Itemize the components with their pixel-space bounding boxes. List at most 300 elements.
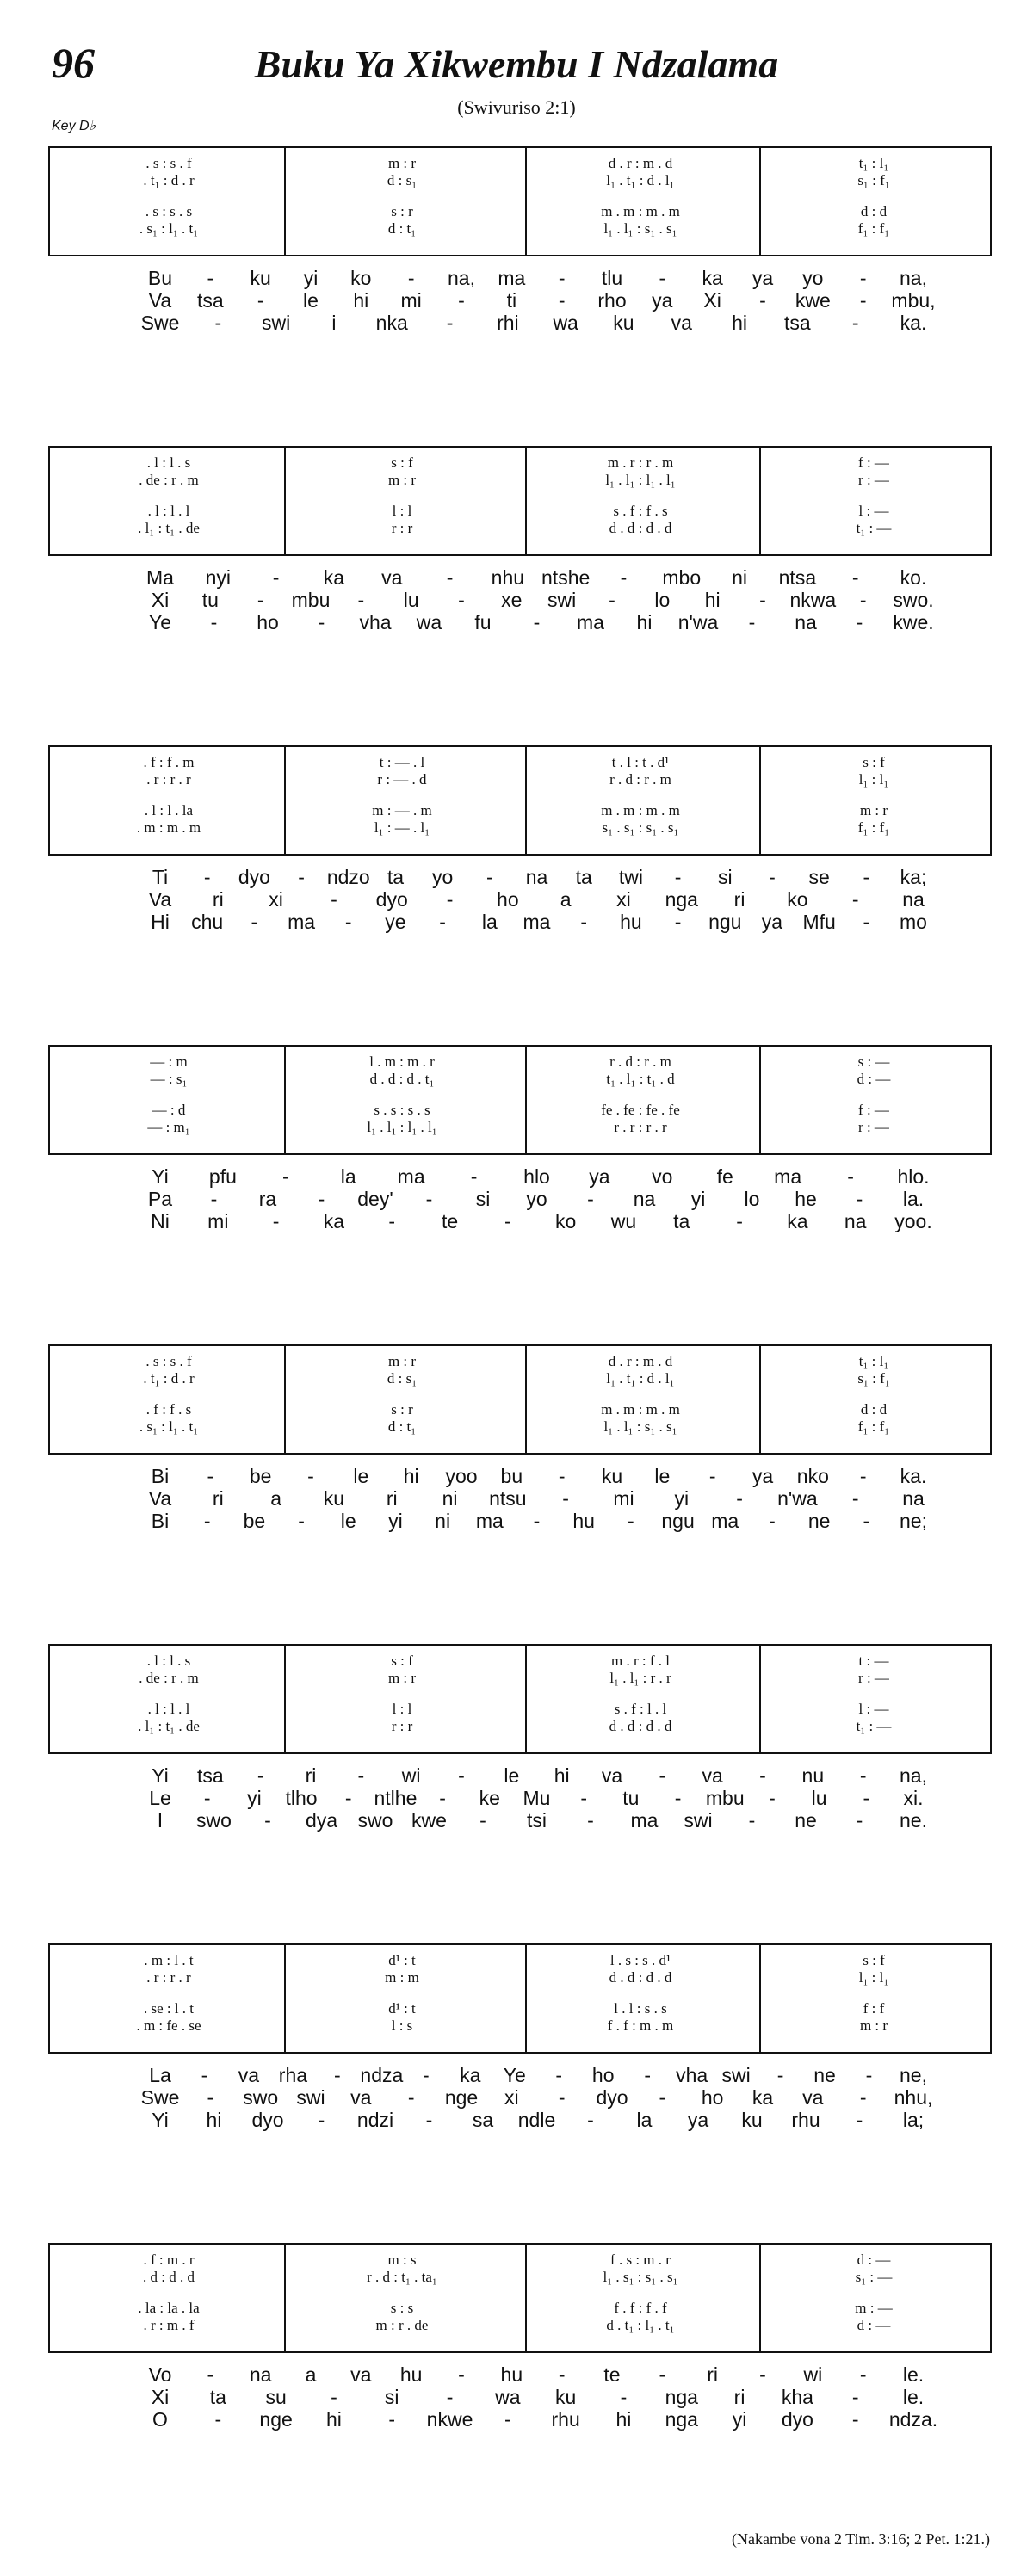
measure-notes: f . f : m . m (607, 2017, 674, 2034)
syllable-hyphen: - (674, 911, 682, 933)
syllable-hyphen: - (331, 2386, 337, 2408)
voice-part-row (50, 1053, 990, 1071)
lyric-syllable: tsi (527, 1809, 547, 1832)
lyric-syllable: hlo (523, 1165, 550, 1188)
lyric-syllable: dyo (596, 2086, 628, 2109)
measure-notes: d¹ : t (388, 1952, 416, 1968)
syllable-hyphen: - (407, 2086, 415, 2109)
syllable-hyphen: - (865, 2064, 873, 2086)
measure-notes: r : — (858, 1119, 889, 1135)
measure-notes: t . l : t . d¹ (611, 754, 670, 770)
lyric-syllable: ma (498, 267, 526, 289)
measure-notes: t₁ . l₁ : t₁ . d (606, 1071, 675, 1087)
syllable-hyphen: - (257, 589, 264, 611)
lyric-syllable: ye (385, 911, 406, 933)
lyric-syllable: nhu, (894, 2086, 933, 2109)
measure-notes: . l₁ : t₁ . de (138, 520, 200, 536)
lyric-syllable: dyo (238, 866, 270, 888)
lyric-syllable: ma (475, 1510, 504, 1532)
measure-notes: . l : l . l (147, 1701, 190, 1717)
voice-part-row (50, 2317, 990, 2334)
lyric-syllable: xi (616, 888, 631, 911)
lyric-syllable: rha (278, 2064, 308, 2086)
lyric-syllable: Pa (147, 1188, 173, 1210)
lyric-syllable: la (636, 2109, 653, 2131)
lyric-syllable: hi (206, 2109, 222, 2131)
music-system (48, 1344, 992, 1542)
measure-notes: m : — . m (372, 802, 432, 819)
syllable-hyphen: - (580, 1787, 588, 1809)
measure-notes: l₁ . l₁ : l₁ . l₁ (605, 472, 676, 488)
measure-notes: d : d (860, 1401, 888, 1418)
measure-notes: s : r (391, 203, 413, 219)
lyric-syllable: tlho (285, 1787, 318, 1809)
syllable-hyphen: - (203, 1787, 211, 1809)
syllable-hyphen: - (674, 866, 682, 888)
lyric-syllable: swi (296, 2086, 325, 2109)
syllable-hyphen: - (748, 1809, 756, 1832)
measure-notes: . s : s . f (145, 1353, 192, 1369)
lyric-syllable: rho (597, 289, 627, 312)
lyric-syllable: ta (575, 866, 592, 888)
lyric-syllable: mbu, (891, 289, 936, 312)
lyric-syllable: yi (388, 1510, 403, 1532)
syllable-hyphen: - (388, 1210, 396, 1232)
measure-notes: d : t₁ (387, 1418, 417, 1435)
lyric-syllable: tu (201, 589, 219, 611)
syllable-hyphen: - (859, 2363, 867, 2386)
measure-notes: d¹ : t (388, 2000, 416, 2017)
lyric-syllable: Xi (151, 2386, 170, 2408)
measure-notes: m . r : r . m (607, 454, 674, 471)
syllable-hyphen: - (298, 1510, 305, 1532)
lyric-syllable: ta (673, 1210, 690, 1232)
lyric-syllable: nga (665, 888, 698, 911)
measure-notes: . f : f . s (145, 1401, 192, 1418)
lyric-line (48, 611, 988, 637)
measure-notes: s : — (857, 1053, 890, 1070)
lyric-syllable: yoo. (894, 1210, 932, 1232)
measure-notes: l : l (392, 503, 412, 519)
lyric-syllable: ta (209, 2386, 226, 2408)
voice-part-row (50, 802, 990, 819)
lyric-syllable: lo (654, 589, 671, 611)
measure-notes: f : — (858, 1102, 889, 1118)
measure-notes: m : r (859, 802, 888, 819)
syllable-hyphen: - (257, 289, 264, 312)
lyric-line (48, 312, 988, 337)
voice-part-row (50, 203, 990, 220)
lyric-syllable: ka. (900, 1465, 927, 1487)
measure-notes: s : f (391, 1652, 413, 1669)
voice-part-row (50, 220, 990, 238)
lyric-syllable: hu (500, 2363, 523, 2386)
measure-notes: l₁ . l₁ : s₁ . s₁ (603, 1418, 677, 1435)
measure-notes: d . r : m . d (608, 155, 673, 171)
lyric-syllable: bu (500, 1465, 523, 1487)
lyric-syllable: le (654, 1465, 671, 1487)
measure-notes: s : f (391, 454, 413, 471)
syllable-hyphen: - (620, 566, 628, 589)
lyric-syllable: Xi (151, 589, 170, 611)
music-system (48, 1045, 992, 1243)
lyric-syllable: dey' (357, 1188, 393, 1210)
lyric-syllable: Bu (147, 267, 173, 289)
lyric-syllable: na, (900, 267, 927, 289)
measure-notes: r . d : t₁ . ta₁ (367, 2269, 437, 2285)
voice-part-row (50, 1652, 990, 1670)
syllable-hyphen: - (407, 267, 415, 289)
lyric-syllable: ho (257, 611, 279, 633)
lyric-syllable: kwe (411, 1809, 447, 1832)
lyric-syllable: ko. (900, 566, 927, 589)
syllable-hyphen: - (748, 611, 756, 633)
syllable-hyphen: - (659, 2086, 666, 2109)
syllable-hyphen: - (203, 1510, 211, 1532)
lyric-syllable: ma (288, 911, 316, 933)
lyric-syllable: mo (900, 911, 927, 933)
syllable-hyphen: - (620, 2386, 628, 2408)
syllable-hyphen: - (446, 888, 454, 911)
measure-notes: d . d : d . d (609, 520, 672, 536)
measure-notes: . r : r . r (146, 1969, 191, 1986)
syllable-hyphen: - (856, 1809, 863, 1832)
syllable-hyphen: - (674, 1787, 682, 1809)
lyric-syllable: ta (387, 866, 405, 888)
measure-notes: . de : r . m (139, 472, 199, 488)
voice-part-row (50, 1119, 990, 1136)
lyric-syllable: yo (526, 1188, 547, 1210)
lyric-syllable: swi (684, 1809, 713, 1832)
lyric-syllable: ya (687, 2109, 709, 2131)
lyric-syllable: yi (732, 2408, 747, 2431)
lyric-syllable: Mfu (802, 911, 836, 933)
syllable-hyphen: - (863, 866, 870, 888)
measure-notes: s : r (391, 1401, 413, 1418)
measure-notes: . t₁ : d . r (143, 1370, 195, 1387)
notation-box (48, 146, 992, 256)
syllable-hyphen: - (851, 2386, 859, 2408)
measure-notes: f₁ : f₁ (857, 819, 890, 836)
measure-notes: l : — (858, 1701, 889, 1717)
lyric-syllable: ho (497, 888, 519, 911)
measure-notes: l₁ : l₁ (858, 771, 889, 788)
syllable-hyphen: - (863, 911, 870, 933)
lyric-syllable: hu (620, 911, 642, 933)
lyric-syllable: ngu (661, 1510, 695, 1532)
syllable-hyphen: - (439, 911, 446, 933)
lyric-syllable: swi (261, 312, 291, 334)
measure-notes: l . m : m . r (369, 1053, 435, 1070)
lyric-syllable: ndle (517, 2109, 556, 2131)
notation-box (48, 1045, 992, 1155)
voice-part-row (50, 1071, 990, 1088)
lyric-syllable: dyo (781, 2408, 813, 2431)
lyric-syllable: na (902, 888, 925, 911)
lyric-syllable: va (671, 312, 692, 334)
measure-notes: r : — (858, 472, 889, 488)
lyric-syllable: yi (690, 1188, 706, 1210)
measure-notes: . se : l . t (143, 2000, 195, 2017)
syllable-hyphen: - (859, 1465, 867, 1487)
syllable-hyphen: - (425, 1188, 433, 1210)
measure-notes: . l : l . s (146, 1652, 191, 1669)
voice-part-row (50, 1701, 990, 1718)
lyric-syllable: Xi (703, 289, 721, 312)
lyric-syllable: na, (900, 1764, 927, 1787)
syllable-hyphen: - (759, 1764, 766, 1787)
measure-notes: . t₁ : d . r (143, 172, 195, 188)
lyric-syllable: te (603, 2363, 621, 2386)
syllable-hyphen: - (769, 866, 776, 888)
syllable-hyphen: - (856, 1188, 863, 1210)
lyric-syllable: twi (618, 866, 643, 888)
lyric-syllable: n'wa (677, 611, 719, 633)
lyric-syllable: hlo. (897, 1165, 930, 1188)
lyric-syllable: nge (259, 2408, 293, 2431)
measure-notes: d : — (857, 2317, 891, 2333)
measure-notes: l₁ : — . l₁ (374, 819, 430, 836)
lyric-syllable: rhu (551, 2408, 580, 2431)
lyric-syllable: hu (399, 2363, 423, 2386)
lyric-syllable: vha (676, 2064, 708, 2086)
measure-notes: — : s₁ (150, 1071, 188, 1087)
lyric-syllable: fe (716, 1165, 733, 1188)
measure-notes: . m : l . t (144, 1952, 194, 1968)
lyric-syllable: yi (303, 267, 319, 289)
lyric-syllable: mbo (662, 566, 702, 589)
lyric-syllable: I (157, 1809, 164, 1832)
measure-notes: r : — (858, 1670, 889, 1686)
lyric-syllable: ndza. (888, 2408, 938, 2431)
lyric-syllable: ri (733, 888, 745, 911)
lyric-syllable: ya (589, 1165, 610, 1188)
music-system (48, 745, 992, 943)
voice-part-row (50, 1718, 990, 1735)
syllable-hyphen: - (470, 1165, 478, 1188)
syllable-hyphen: - (659, 267, 666, 289)
lyric-syllable: nu (801, 1764, 825, 1787)
syllable-hyphen: - (446, 2386, 454, 2408)
lyric-syllable: si (717, 866, 733, 888)
measure-notes: d : t₁ (387, 220, 417, 237)
voice-part-row (50, 520, 990, 537)
measure-notes: d . d : d . t₁ (369, 1071, 435, 1087)
measure-notes: t : — (858, 1652, 889, 1669)
syllable-hyphen: - (859, 589, 867, 611)
syllable-hyphen: - (207, 267, 214, 289)
voice-part-row (50, 1952, 990, 1969)
syllable-hyphen: - (344, 911, 352, 933)
measure-notes: t : — . l (379, 754, 425, 770)
measure-notes: s . f : l . l (614, 1701, 667, 1717)
syllable-hyphen: - (318, 1188, 325, 1210)
lyric-syllable: dyo (251, 2109, 284, 2131)
lyric-syllable: yo (431, 866, 454, 888)
lyric-syllable: ku (554, 2386, 577, 2408)
lyric-syllable: tu (622, 1787, 640, 1809)
lyric-syllable: ka (460, 2064, 481, 2086)
measure-notes: m : r (387, 1670, 417, 1686)
syllable-hyphen: - (863, 1787, 870, 1809)
lyric-syllable: ntsa (778, 566, 817, 589)
lyric-syllable: hi (403, 1465, 419, 1487)
lyric-syllable: se (808, 866, 830, 888)
lyric-syllable: ne (813, 2064, 836, 2086)
measure-notes: f : — (858, 454, 889, 471)
lyric-syllable: wi (401, 1764, 421, 1787)
lyric-line (48, 1210, 988, 1236)
lyric-syllable: dya (305, 1809, 338, 1832)
syllable-hyphen: - (851, 1487, 859, 1510)
lyric-syllable: sa (472, 2109, 494, 2131)
lyric-syllable: rhu (791, 2109, 820, 2131)
footer-reference: (Nakambe vona 2 Tim. 3:16; 2 Pet. 1:21.) (732, 2530, 990, 2548)
lyric-syllable: lu (403, 589, 419, 611)
lyric-syllable: va (350, 2363, 372, 2386)
lyric-syllable: swi (721, 2064, 751, 2086)
lyric-syllable: la. (902, 1188, 925, 1210)
lyric-syllable: kha (781, 2386, 813, 2408)
measure-notes: m . m : m . m (601, 203, 680, 219)
voice-part-row (50, 2000, 990, 2017)
lyric-syllable: wi (803, 2363, 823, 2386)
syllable-hyphen: - (759, 589, 766, 611)
lyric-syllable: ku (250, 267, 271, 289)
lyric-syllable: mi (613, 1487, 634, 1510)
syllable-hyphen: - (425, 2109, 433, 2131)
syllable-hyphen: - (659, 2363, 666, 2386)
measure-notes: . l₁ : t₁ . de (138, 1718, 200, 1734)
syllable-hyphen: - (318, 611, 325, 633)
syllable-hyphen: - (357, 1764, 365, 1787)
measure-notes: s : f (863, 754, 885, 770)
lyric-syllable: ntlhe (374, 1787, 418, 1809)
lyric-syllable: hi (636, 611, 653, 633)
music-system (48, 1644, 992, 1842)
measure-notes: l₁ . l₁ : r . r (609, 1670, 671, 1686)
lyric-syllable: na (249, 2363, 272, 2386)
lyric-syllable: xi (504, 2086, 519, 2109)
notation-box (48, 1644, 992, 1754)
syllable-hyphen: - (214, 312, 222, 334)
lyric-syllable: Yi (152, 2109, 169, 2131)
lyric-syllable: nhu (491, 566, 525, 589)
voice-part-row (50, 472, 990, 489)
lyric-syllable: na (795, 611, 817, 633)
lyric-syllable: ka. (900, 312, 927, 334)
syllable-hyphen: - (736, 1487, 743, 1510)
syllable-hyphen: - (207, 2363, 214, 2386)
lyric-syllable: nge (444, 2086, 479, 2109)
lyric-syllable: kwe. (893, 611, 934, 633)
measure-notes: s₁ . s₁ : s₁ . s₁ (602, 819, 679, 836)
voice-part-row (50, 2252, 990, 2269)
syllable-hyphen: - (558, 2086, 566, 2109)
measure-notes: f : f (863, 2000, 885, 2017)
syllable-hyphen: - (580, 911, 588, 933)
voice-part-row (50, 172, 990, 189)
measure-notes: . f : m . r (143, 2252, 195, 2268)
syllable-hyphen: - (558, 1465, 566, 1487)
measure-notes: s : f (863, 1952, 885, 1968)
lyric-syllable: fu (474, 611, 492, 633)
syllable-hyphen: - (388, 2408, 396, 2431)
lyric-syllable: tsa (196, 289, 224, 312)
lyric-syllable: swo. (893, 589, 934, 611)
syllable-hyphen: - (628, 1510, 634, 1532)
measure-notes: s . f : f . s (613, 503, 668, 519)
notation-box (48, 446, 992, 556)
lyric-syllable: ko (350, 267, 372, 289)
lyric-syllable: le (353, 1465, 369, 1487)
syllable-hyphen: - (856, 611, 863, 633)
lyric-syllable: Ye (148, 611, 172, 633)
lyric-syllable: ku (601, 1465, 623, 1487)
lyric-syllable: ma (774, 1165, 802, 1188)
measure-notes: f . s : m . r (610, 2252, 671, 2268)
lyric-syllable: yi (247, 1787, 262, 1809)
syllable-hyphen: - (201, 2064, 208, 2086)
syllable-hyphen: - (446, 566, 454, 589)
measure-notes: d : — (857, 1071, 891, 1087)
measure-notes: . r : m . f (143, 2317, 195, 2333)
measure-notes: r : r (391, 1718, 413, 1734)
notation-box (48, 2243, 992, 2353)
lyric-syllable: wa (416, 611, 442, 633)
syllable-hyphen: - (307, 1465, 314, 1487)
lyric-syllable: be (243, 1510, 266, 1532)
syllable-hyphen: - (257, 1764, 264, 1787)
lyric-syllable: i (331, 312, 337, 334)
lyric-syllable: ri (707, 2363, 719, 2386)
syllable-hyphen: - (533, 611, 541, 633)
lyric-syllable: la (481, 911, 498, 933)
lyric-syllable: ho (701, 2086, 724, 2109)
music-system (48, 1943, 992, 2141)
lyric-syllable: mbu (705, 1787, 745, 1809)
syllable-hyphen: - (759, 289, 766, 312)
voice-part-row (50, 454, 990, 472)
syllable-hyphen: - (558, 2363, 566, 2386)
lyric-syllable: ngu (708, 911, 742, 933)
lyric-syllable: tsa (196, 1764, 224, 1787)
measure-notes: m : m (385, 1969, 419, 1986)
measure-notes: r . d : r . m (609, 1053, 671, 1070)
syllable-hyphen: - (298, 866, 305, 888)
lyric-syllable: ri (386, 1487, 398, 1510)
measure-notes: r : r (391, 520, 413, 536)
lyric-syllable: Vo (148, 2363, 172, 2386)
measure-notes: m : r . de (375, 2317, 429, 2333)
voice-part-row (50, 1401, 990, 1418)
lyric-syllable: ri (212, 1487, 224, 1510)
syllable-hyphen: - (859, 267, 867, 289)
lyric-syllable: Ma (146, 566, 174, 589)
lyric-syllable: va (802, 2086, 824, 2109)
syllable-hyphen: - (708, 1465, 716, 1487)
syllable-hyphen: - (334, 2064, 341, 2086)
measure-notes: m : r (387, 1353, 417, 1369)
lyric-syllable: va (238, 2064, 260, 2086)
lyric-syllable: ku (741, 2109, 763, 2131)
lyric-syllable: su (265, 2386, 287, 2408)
voice-part-row (50, 1670, 990, 1687)
syllable-hyphen: - (644, 2064, 652, 2086)
syllable-hyphen: - (422, 2064, 430, 2086)
measure-notes: . f : f . m (143, 754, 195, 770)
lyric-syllable: mi (207, 1210, 229, 1232)
